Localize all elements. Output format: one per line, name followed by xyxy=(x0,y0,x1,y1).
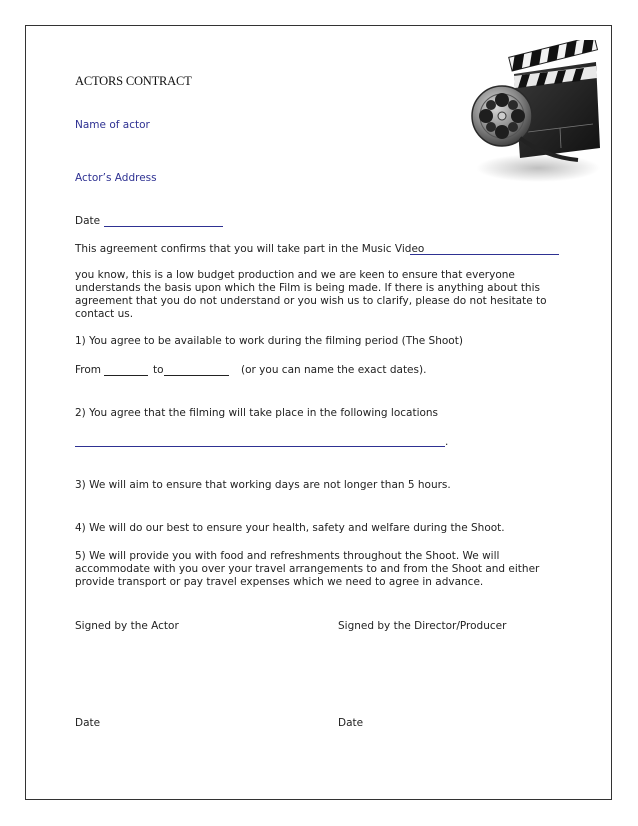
locations-field-line[interactable] xyxy=(75,446,445,447)
document-title: ACTORS CONTRACT xyxy=(75,74,192,88)
date-actor-label: Date xyxy=(75,717,101,729)
agreement-line: This agreement confirms that you will take part in the Music Video xyxy=(75,243,425,255)
from-label: From xyxy=(75,364,102,376)
address-label: Actor’s Address xyxy=(75,172,157,184)
to-label: to xyxy=(153,364,164,376)
clause-5: 5) We will provide you with food and refreshments throughout the Shoot. We will accommodate with you over your travel arrangements to and from the Shoot and either provide transport or pay travel expenses which we need to agree in advance. xyxy=(75,550,540,588)
locations-end: . xyxy=(445,436,449,448)
date-field-line[interactable] xyxy=(104,226,223,227)
intro-paragraph: you know, this is a low budget production and we are keen to ensure that everyone understands the basis upon which the Film is being made. If there is anything about this agreement that you do not understand or you wish us to clarify, please do not hesitate to contact us. xyxy=(75,269,547,320)
music-video-field-line[interactable] xyxy=(410,254,559,255)
film-reel-clapperboard-icon xyxy=(468,40,600,190)
clause-2: 2) You agree that the filming will take place in the following locations xyxy=(75,407,439,419)
name-label: Name of actor xyxy=(75,119,150,131)
clause-1: 1) You agree to be available to work during the filming period (The Shoot) xyxy=(75,335,463,347)
clause-4: 4) We will do our best to ensure your health, safety and welfare during the Shoot. xyxy=(75,522,505,534)
dates-note: (or you can name the exact dates). xyxy=(241,364,427,376)
signed-actor-label: Signed by the Actor xyxy=(75,620,179,632)
to-field-line[interactable] xyxy=(164,375,229,376)
clause-3: 3) We will aim to ensure that working days are not longer than 5 hours. xyxy=(75,479,451,491)
date-director-label: Date xyxy=(338,717,364,729)
from-field-line[interactable] xyxy=(104,375,148,376)
date-label: Date xyxy=(75,215,101,227)
signed-director-label: Signed by the Director/Producer xyxy=(338,620,507,632)
